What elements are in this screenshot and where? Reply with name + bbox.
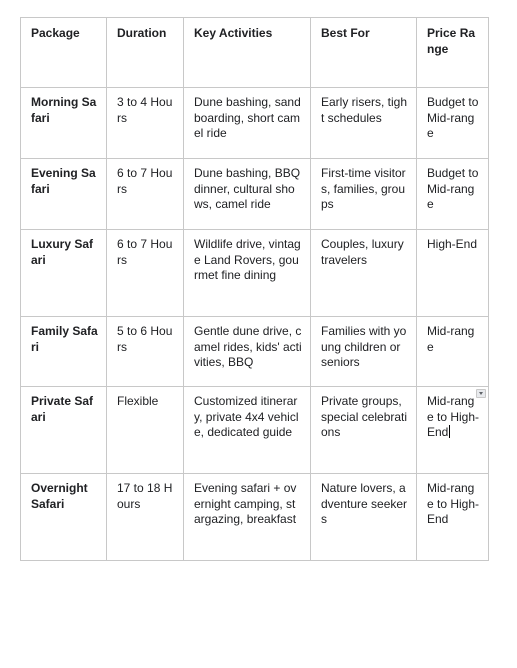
cell-key-activities[interactable]: Dune bashing, BBQ dinner, cultural shows, camel ride bbox=[184, 159, 311, 230]
text-cursor bbox=[449, 425, 450, 438]
cell-duration[interactable]: 6 to 7 Hours bbox=[107, 230, 184, 317]
table-row bbox=[21, 474, 489, 561]
cell-package[interactable]: Luxury Safari bbox=[21, 230, 107, 317]
cell-menu-dropdown-icon[interactable] bbox=[476, 389, 486, 398]
cell-duration[interactable]: 5 to 6 Hours bbox=[107, 317, 184, 387]
cell-best-for[interactable]: Families with young children or seniors bbox=[311, 317, 417, 387]
cell-price-range-text: Mid-range to High-End bbox=[427, 394, 480, 439]
header-best-for[interactable]: Best For bbox=[311, 18, 417, 88]
cell-key-activities[interactable]: Dune bashing, sandboarding, short camel ride bbox=[184, 88, 311, 159]
cell-price-range[interactable]: Mid-range to High-End bbox=[417, 474, 489, 561]
cell-price-range[interactable]: Budget to Mid-range bbox=[417, 159, 489, 230]
cell-key-activities[interactable]: Evening safari + overnight camping, stargazing, breakfast bbox=[184, 474, 311, 561]
cell-price-range[interactable]: Mid-range bbox=[417, 317, 489, 387]
header-price-range[interactable]: Price Range bbox=[417, 18, 489, 88]
cell-key-activities[interactable]: Wildlife drive, vintage Land Rovers, gourmet fine dining bbox=[184, 230, 311, 317]
table-row bbox=[21, 230, 489, 317]
cell-duration[interactable]: 6 to 7 Hours bbox=[107, 159, 184, 230]
cell-package[interactable]: Morning Safari bbox=[21, 88, 107, 159]
table-row bbox=[21, 159, 489, 230]
cell-best-for[interactable]: First-time visitors, families, groups bbox=[311, 159, 417, 230]
cell-package[interactable]: Private Safari bbox=[21, 387, 107, 474]
cell-duration[interactable]: 17 to 18 Hours bbox=[107, 474, 184, 561]
cell-duration[interactable]: Flexible bbox=[107, 387, 184, 474]
cell-key-activities[interactable]: Customized itinerary, private 4x4 vehicle, dedicated guide bbox=[184, 387, 311, 474]
cell-key-activities[interactable]: Gentle dune drive, camel rides, kids' activities, BBQ bbox=[184, 317, 311, 387]
cell-price-range[interactable]: Budget to Mid-range bbox=[417, 88, 489, 159]
cell-package[interactable]: Family Safari bbox=[21, 317, 107, 387]
header-duration[interactable]: Duration bbox=[107, 18, 184, 88]
cell-price-range-active[interactable] bbox=[417, 387, 489, 474]
header-package[interactable]: Package bbox=[21, 18, 107, 88]
table-header-row bbox=[21, 18, 489, 88]
cell-package[interactable]: Overnight Safari bbox=[21, 474, 107, 561]
cell-package[interactable]: Evening Safari bbox=[21, 159, 107, 230]
cell-best-for[interactable]: Nature lovers, adventure seekers bbox=[311, 474, 417, 561]
cell-best-for[interactable]: Early risers, tight schedules bbox=[311, 88, 417, 159]
cell-best-for[interactable]: Couples, luxury travelers bbox=[311, 230, 417, 317]
table-row bbox=[21, 387, 489, 474]
cell-duration[interactable]: 3 to 4 Hours bbox=[107, 88, 184, 159]
table-row bbox=[21, 88, 489, 159]
header-key-activities[interactable]: Key Activities bbox=[184, 18, 311, 88]
cell-price-range[interactable]: High-End bbox=[417, 230, 489, 317]
cell-best-for[interactable]: Private groups, special celebrations bbox=[311, 387, 417, 474]
table-row bbox=[21, 317, 489, 387]
safari-packages-table bbox=[20, 17, 489, 561]
